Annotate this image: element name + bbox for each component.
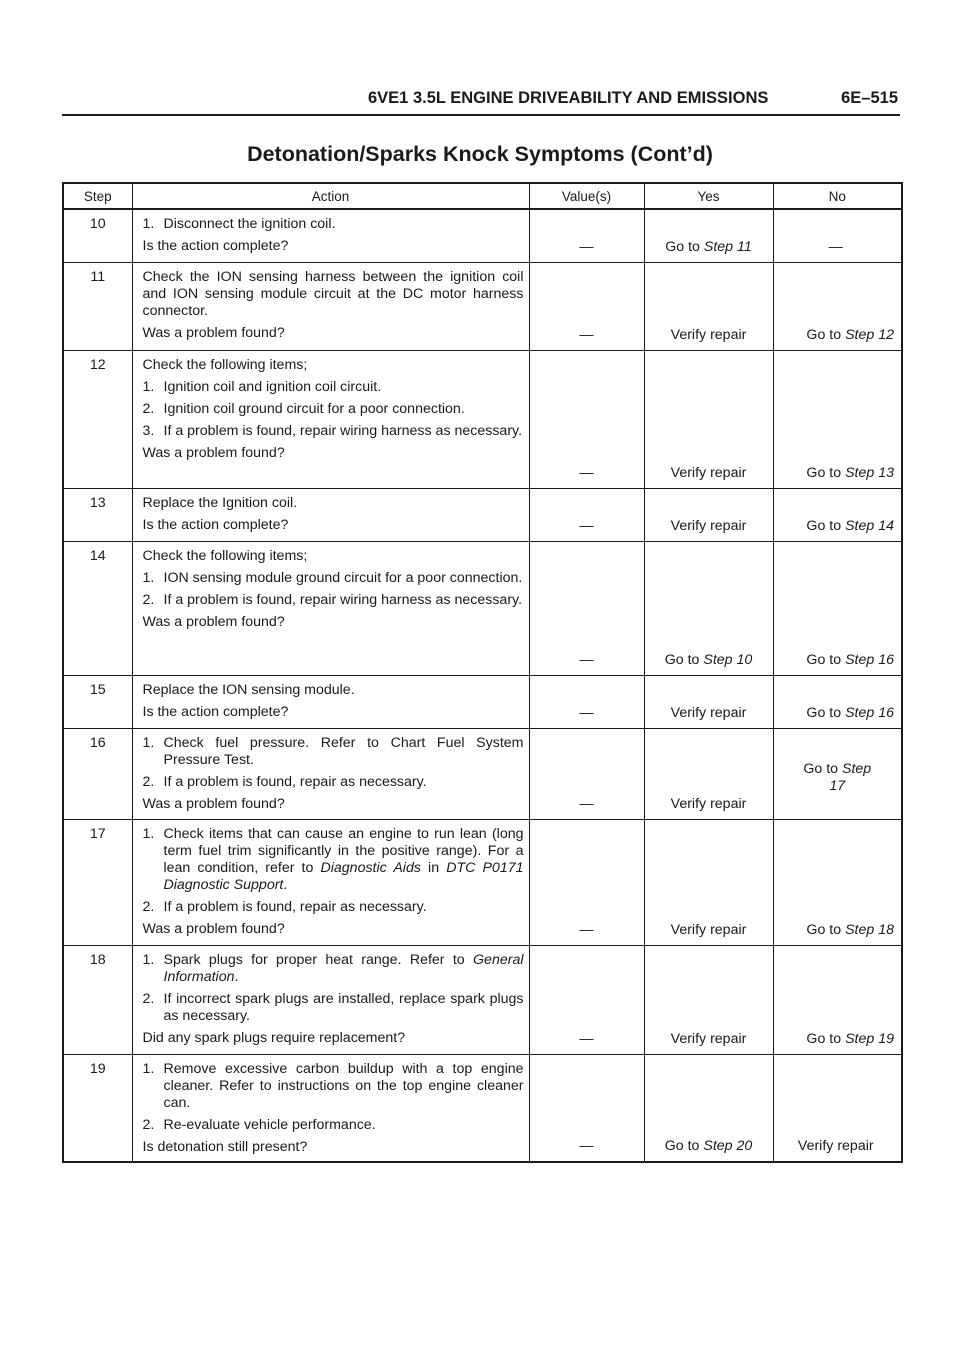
action-cell — [132, 209, 529, 262]
yes-cell: Verify repair — [644, 819, 773, 945]
value-cell: — — [529, 541, 644, 675]
value-cell: — — [529, 728, 644, 819]
action-question: Is the action complete? — [142, 516, 289, 533]
no-cell: Go to Step 16 — [773, 675, 902, 728]
step-number: 15 — [63, 675, 132, 728]
table-row — [63, 262, 902, 350]
no-cell: Go to Step 14 — [773, 488, 902, 541]
action-cell — [132, 819, 529, 945]
action-item: 3. If a problem is found, repair wiring harness as necessary. — [142, 422, 523, 439]
no-cell: Go to Step 12 — [773, 262, 902, 350]
table-row — [63, 675, 902, 728]
action-cell — [132, 675, 529, 728]
table-row — [63, 728, 902, 819]
action-item: 2. Re-evaluate vehicle performance. — [142, 1116, 376, 1133]
action-text: Check the ION sensing harness between the ignition coil and ION sensing module circuit at the DC motor harness connector. — [142, 268, 524, 319]
value-cell: — — [529, 488, 644, 541]
yes-cell: Verify repair — [644, 488, 773, 541]
yes-cell: Verify repair — [644, 262, 773, 350]
section-title: 6VE1 3.5L ENGINE DRIVEABILITY AND EMISSIONS — [368, 89, 769, 107]
value-cell: — — [529, 350, 644, 488]
page-header — [62, 89, 898, 111]
no-cell: Verify repair — [773, 1054, 902, 1162]
no-cell: — — [773, 209, 902, 262]
value-cell: — — [529, 209, 644, 262]
action-question: Is the action complete? — [142, 703, 289, 720]
diagnostic-table — [62, 182, 903, 1163]
action-item: 1. Disconnect the ignition coil. — [142, 216, 336, 232]
table-row — [63, 488, 902, 541]
action-question: Is detonation still present? — [142, 1138, 308, 1155]
no-cell: Go to Step 18 — [773, 819, 902, 945]
value-cell: — — [529, 819, 644, 945]
step-number: 12 — [63, 350, 132, 488]
table-row — [63, 350, 902, 488]
step-number: 16 — [63, 728, 132, 819]
action-question: Was a problem found? — [142, 613, 285, 630]
action-cell — [132, 541, 529, 675]
action-question: Is the action complete? — [142, 238, 289, 254]
action-item: 1. Remove excessive carbon buildup with a top engine cleaner. Refer to instructions on the top engine cleaner can. — [142, 1060, 524, 1111]
value-cell: — — [529, 945, 644, 1054]
action-text: Check the following items; — [142, 547, 308, 564]
page-title: Detonation/Sparks Knock Symptoms (Cont’d) — [247, 142, 713, 166]
no-cell: Go to Step 19 — [773, 945, 902, 1054]
action-item: 1. ION sensing module ground circuit for a poor connection. — [142, 569, 523, 586]
action-item: 2. Ignition coil ground circuit for a poor connection. — [142, 400, 465, 417]
action-item: 1. Spark plugs for proper heat range. Refer to General Information. — [142, 951, 524, 985]
action-text: Check the following items; — [142, 356, 308, 373]
yes-cell: Verify repair — [644, 728, 773, 819]
column-header-values: Value(s) — [529, 183, 644, 209]
table-row — [63, 819, 902, 945]
action-question: Did any spark plugs require replacement? — [142, 1029, 406, 1046]
value-cell: — — [529, 1054, 644, 1162]
action-item: 1. Check fuel pressure. Refer to Chart Fuel System Pressure Test. — [142, 734, 524, 768]
column-header-action: Action — [132, 183, 529, 209]
table-row — [63, 209, 902, 262]
step-number: 13 — [63, 488, 132, 541]
yes-cell: Verify repair — [644, 350, 773, 488]
action-cell — [132, 488, 529, 541]
step-number: 14 — [63, 541, 132, 675]
action-question: Was a problem found? — [142, 444, 285, 461]
no-cell: Go to Step 13 — [773, 350, 902, 488]
action-text: Replace the Ignition coil. — [142, 494, 298, 511]
table-header-row — [63, 183, 902, 209]
action-item: 2. If a problem is found, repair wiring harness as necessary. — [142, 591, 523, 608]
yes-cell: Go to Step 20 — [644, 1054, 773, 1162]
action-cell — [132, 262, 529, 350]
step-number: 10 — [63, 209, 132, 262]
page-number: 6E–515 — [841, 89, 898, 107]
action-item: 2. If a problem is found, repair as necessary. — [142, 898, 427, 915]
step-number: 17 — [63, 819, 132, 945]
action-question: Was a problem found? — [142, 324, 285, 341]
value-cell: — — [529, 675, 644, 728]
table-row — [63, 541, 902, 675]
action-text: Replace the ION sensing module. — [142, 681, 355, 698]
yes-cell: Go to Step 10 — [644, 541, 773, 675]
no-cell: Go to Step 16 — [773, 541, 902, 675]
action-cell — [132, 945, 529, 1054]
action-question: Was a problem found? — [142, 920, 285, 937]
no-cell: Go to Step 17 — [773, 728, 902, 819]
yes-cell: Verify repair — [644, 675, 773, 728]
action-item: 1. Check items that can cause an engine to run lean (long term fuel trim significantly in the positive range). For a lean condition, refer to Diagnostic Aids in DTC P0171 Diagnostic Support. — [142, 825, 524, 893]
column-header-no: No — [773, 183, 902, 209]
action-item: 2. If a problem is found, repair as necessary. — [142, 773, 427, 790]
yes-cell: Go to Step 11 — [644, 209, 773, 262]
step-number: 19 — [63, 1054, 132, 1162]
value-cell: — — [529, 262, 644, 350]
action-item: 2. If incorrect spark plugs are installed, replace spark plugs as necessary. — [142, 990, 524, 1024]
yes-cell: Verify repair — [644, 945, 773, 1054]
action-item: 1. Ignition coil and ignition coil circuit. — [142, 378, 382, 395]
column-header-yes: Yes — [644, 183, 773, 209]
column-header-step: Step — [63, 183, 132, 209]
action-cell — [132, 1054, 529, 1162]
table-row — [63, 945, 902, 1054]
header-rule — [62, 114, 900, 116]
action-cell — [132, 728, 529, 819]
step-number: 11 — [63, 262, 132, 350]
table-row — [63, 1054, 902, 1162]
action-cell — [132, 350, 529, 488]
step-number: 18 — [63, 945, 132, 1054]
action-question: Was a problem found? — [142, 795, 285, 812]
